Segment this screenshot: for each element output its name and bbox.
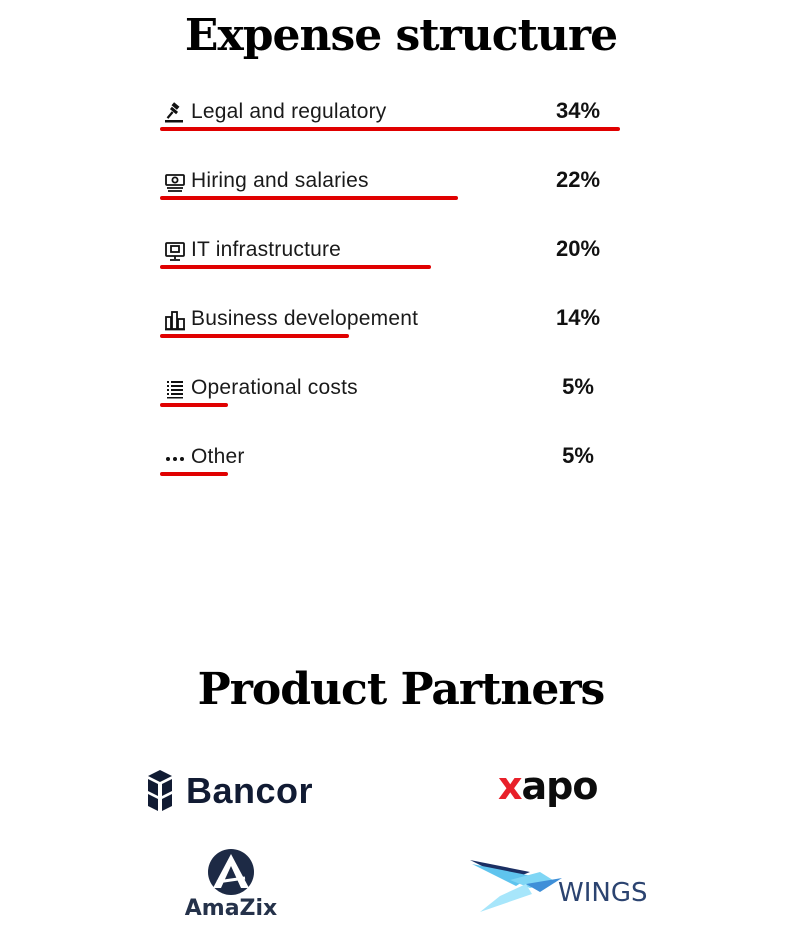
list-icon	[164, 378, 186, 400]
expense-bar	[160, 472, 228, 476]
expense-row-other	[160, 437, 630, 506]
buildings-icon	[164, 309, 186, 331]
expense-structure-title: Expense structure	[184, 10, 618, 61]
expense-label: Business developement	[191, 307, 419, 330]
expense-label: Hiring and salaries	[191, 169, 369, 192]
wings-bird-icon	[470, 858, 562, 914]
xapo-logo[interactable]	[498, 764, 597, 808]
expense-bar	[160, 196, 458, 200]
expense-percent: 14%	[555, 305, 601, 330]
expense-percent: 22%	[555, 167, 601, 192]
bancor-wordmark: Bancor	[186, 770, 314, 811]
expense-percent: 5%	[562, 374, 594, 399]
product-partners-title: Product Partners	[197, 664, 605, 715]
partner-logos	[0, 760, 802, 940]
expense-bar	[160, 127, 620, 131]
expense-row-it	[160, 230, 630, 299]
expense-percent: 34%	[555, 98, 601, 123]
expense-row-hiring	[160, 161, 630, 230]
xapo-wordmark: xapo	[498, 764, 598, 808]
gavel-icon	[164, 102, 186, 124]
monitor-icon	[164, 240, 186, 262]
amazix-wordmark: AmaZix	[184, 896, 278, 921]
expense-label: IT infrastructure	[191, 238, 342, 261]
expense-percent: 20%	[555, 236, 601, 261]
expense-row-operational	[160, 368, 630, 437]
money-icon	[164, 171, 186, 193]
wings-logo[interactable]	[470, 858, 647, 914]
expense-label: Legal and regulatory	[191, 100, 387, 123]
expense-percent: 5%	[562, 443, 594, 468]
expense-row-business	[160, 299, 630, 368]
expense-row-legal	[160, 92, 630, 161]
expense-label: Other	[191, 445, 245, 468]
expense-label: Operational costs	[191, 376, 358, 399]
amazix-logo[interactable]	[176, 848, 286, 921]
expense-bar	[160, 403, 228, 407]
bancor-icon	[146, 770, 174, 812]
expense-bar	[160, 265, 431, 269]
amazix-icon	[203, 848, 259, 896]
wings-wordmark: WINGS	[558, 878, 648, 908]
expense-bar	[160, 334, 349, 338]
bancor-logo[interactable]	[146, 770, 313, 812]
ellipsis-icon	[164, 447, 186, 469]
